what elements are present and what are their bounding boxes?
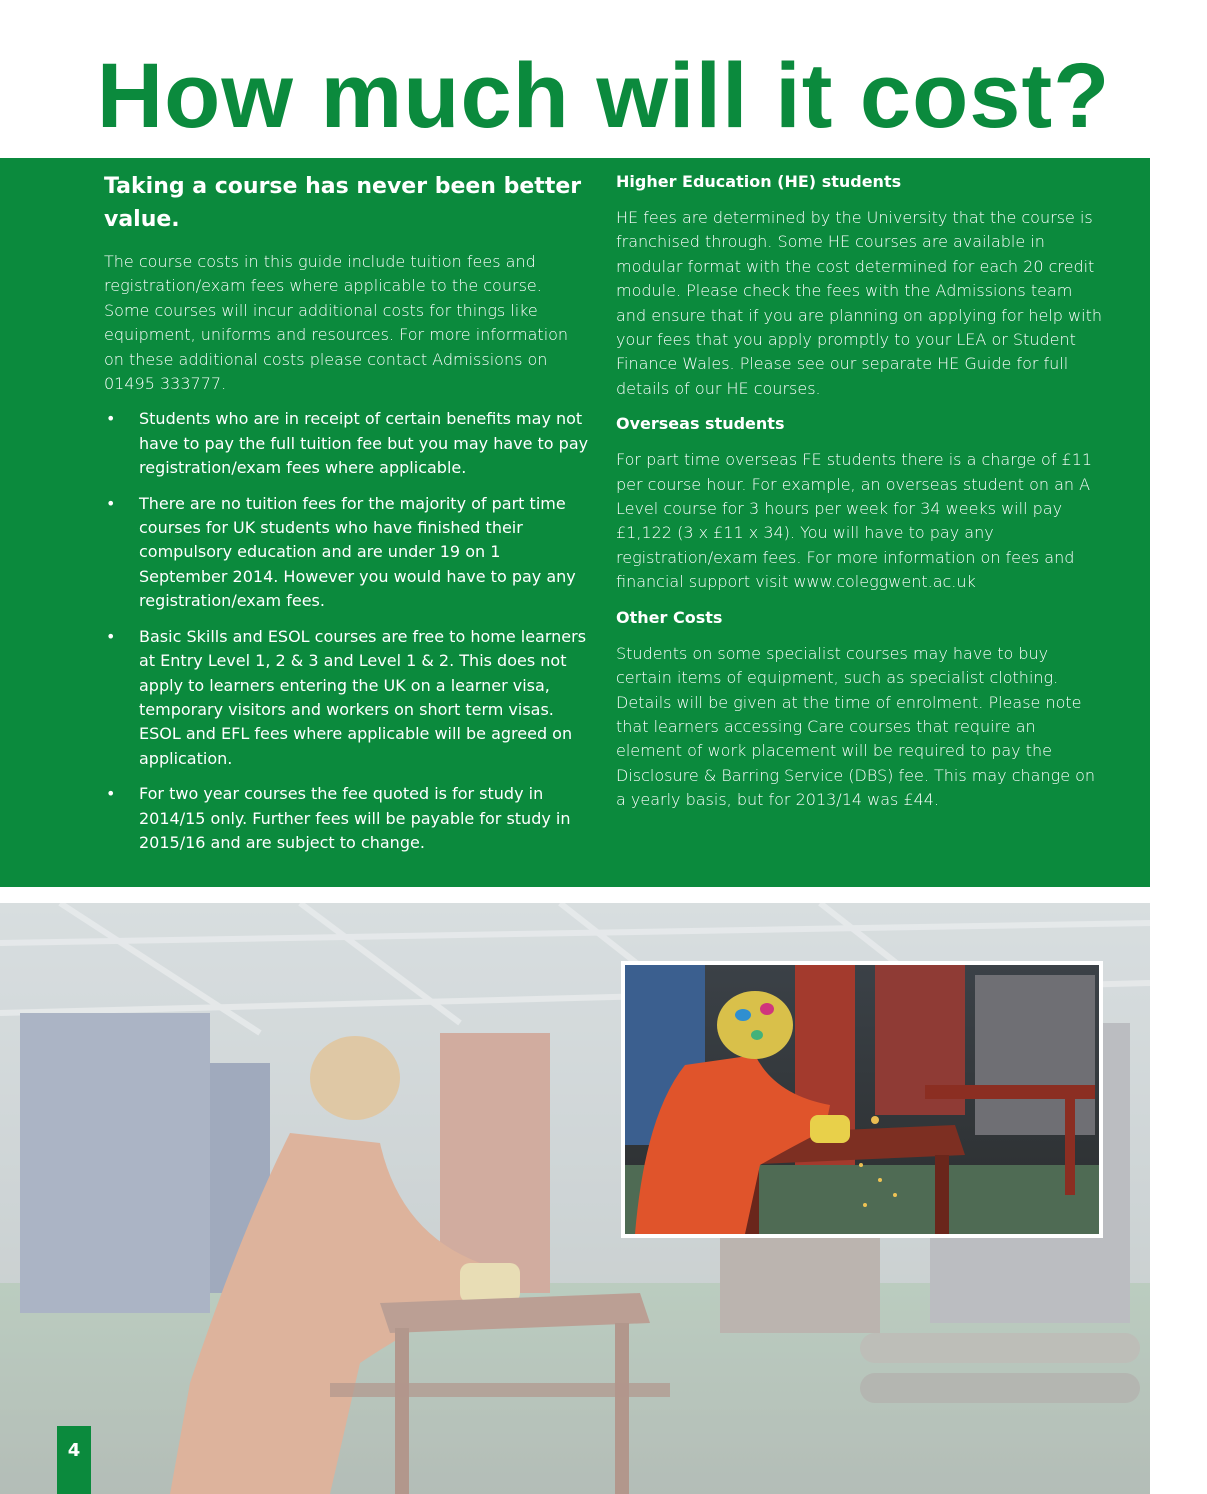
bullet-text: Basic Skills and ESOL courses are free to home learners at Entry Level 1, 2 & 3 and Level 1 & 2. This does not apply to learners entering the UK on a learner visa, temporary visitors and workers on short term visas. ESOL and EFL fees where applicable will be agreed on application. — [139, 626, 587, 768]
welding-inset-image — [625, 965, 1099, 1234]
bullet-icon: • — [106, 784, 116, 804]
bullet-icon: • — [106, 626, 116, 646]
other-costs-heading: Other Costs — [616, 607, 723, 627]
list-item — [104, 492, 590, 614]
left-column — [104, 170, 590, 866]
lead-heading: Taking a course has never been better value. — [104, 174, 582, 232]
inset-photo-frame — [621, 961, 1103, 1238]
bullet-icon: • — [106, 409, 116, 429]
cost-info-panel — [0, 158, 1150, 887]
bullet-icon: • — [106, 493, 116, 513]
list-item — [104, 625, 590, 771]
bullet-text: There are no tuition fees for the majority of part time courses for UK students who have finished their compulsory education and are under 19 on 1 September 2014. However you would have to pay any registration/exam fees. — [139, 493, 576, 611]
page-title: How much will it cost? — [96, 45, 1111, 147]
list-item — [104, 407, 590, 480]
other-costs-text: Students on some specialist courses may have to buy certain items of equipment, such as specialist clothing. Details will be given at the time of enrolment. Please note that learners accessing Care courses that require an element of work placement will be required to pay the Disclosure & Barring Service (DBS) fee. This may change on a yearly basis, but for 2013/14 was £44. — [616, 643, 1096, 810]
he-students-text: HE fees are determined by the University that the course is franchised through. Some HE courses are available in modular format with the cost determined for each 20 credit module. Please check the fees with the Admissions team and ensure that if you are planning on applying for help with your fees that you apply promptly to your LEA or Student Finance Wales. Please see our separate HE Guide for full details of our HE courses. — [616, 208, 1102, 398]
bullet-text: For two year courses the fee quoted is for study in 2014/15 only. Further fees will be payable for study in 2015/16 and are subject to change. — [139, 784, 571, 852]
overseas-students-text: For part time overseas FE students there is a charge of £11 per course hour. For example, an overseas student on an A Level course for 3 hours per week for 34 weeks will pay £1,122 (3 x £11 x 34). You will have to pay any registration/exam fees. For more information on fees and financial support visit www.coleggwent.ac.uk — [616, 450, 1093, 592]
he-students-heading: Higher Education (HE) students — [616, 172, 902, 191]
page-number: 4 — [57, 1426, 91, 1494]
intro-paragraph: The course costs in this guide include tuition fees and registration/exam fees where applicable to the course. Some courses will incur additional costs for things like equipment, uniforms and resources. For more information on these additional costs please contact Admissions on 01495 333777. — [104, 252, 569, 394]
fee-bullet-list — [104, 407, 590, 855]
overseas-students-heading: Overseas students — [616, 414, 785, 434]
list-item — [104, 782, 590, 855]
bullet-text: Students who are in receipt of certain benefits may not have to pay the full tuition fee but you may have to pay registration/exam fees where applicable. — [139, 409, 589, 478]
right-column — [616, 170, 1106, 824]
